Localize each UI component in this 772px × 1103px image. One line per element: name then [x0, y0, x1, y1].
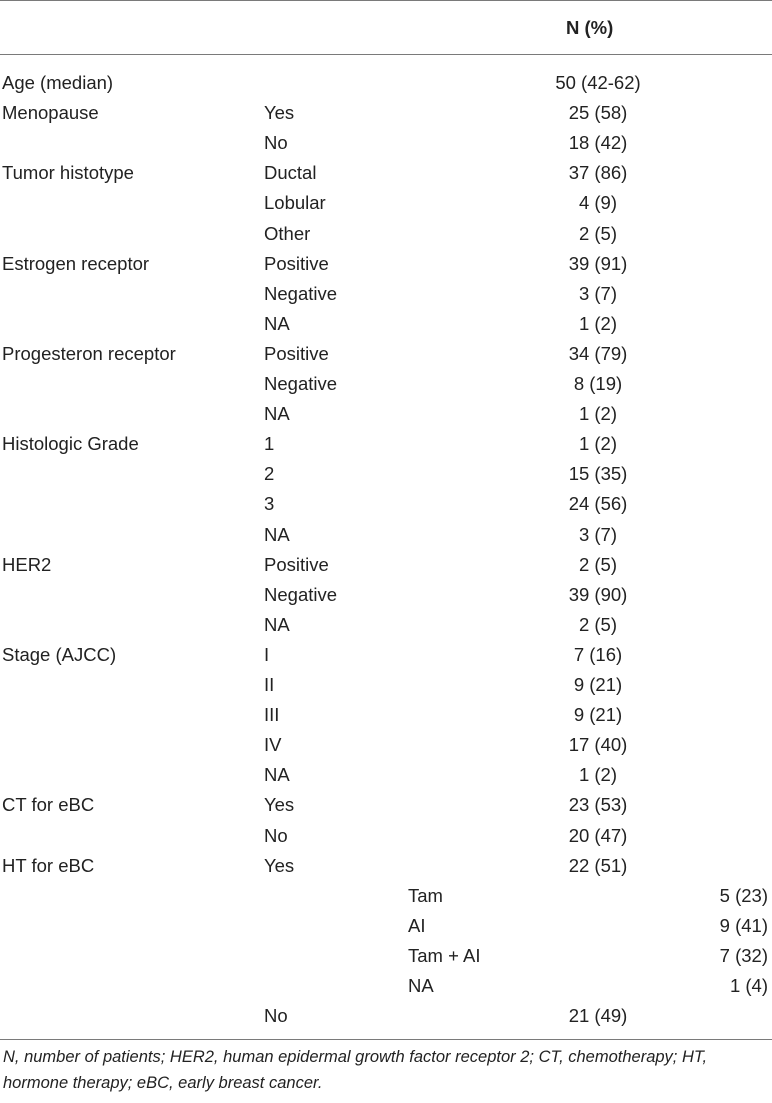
row-label: Age (median) — [2, 72, 114, 93]
row-value: 25 (58) — [568, 102, 628, 124]
row-category: 3 — [264, 493, 275, 515]
row-value: 17 (40) — [568, 734, 628, 756]
row-value: 2 (5) — [578, 222, 618, 244]
row-category: 2 — [264, 463, 275, 485]
row-value: 4 (9) — [578, 192, 618, 214]
row-value: 22 (51) — [568, 854, 628, 876]
row-value: 39 (90) — [568, 583, 628, 605]
row-value: 3 (7) — [578, 282, 618, 304]
row-category: NA — [264, 523, 290, 545]
row-category: NA — [264, 403, 290, 425]
row-subcategory: AI — [408, 914, 426, 936]
row-label: HER2 — [2, 553, 52, 575]
row-subcategory: Tam — [408, 884, 443, 906]
row-label: Progesteron receptor — [2, 342, 176, 364]
table-bottom-rule — [0, 1039, 772, 1040]
row-category: Positive — [264, 553, 329, 575]
row-value: 34 (79) — [568, 342, 628, 364]
row-category: Lobular — [264, 192, 326, 214]
row-category: Other — [264, 222, 311, 244]
header-rule — [0, 54, 772, 55]
table-top-rule — [0, 0, 772, 1]
row-value: 1 (2) — [578, 433, 618, 455]
row-value: 37 (86) — [568, 162, 628, 184]
row-value: 21 (49) — [568, 1005, 628, 1027]
row-value: 50 (42-62) — [555, 72, 641, 93]
row-category: Ductal — [264, 162, 317, 184]
row-label: Histologic Grade — [2, 433, 139, 455]
row-value: 9 (21) — [573, 674, 623, 695]
row-label: HT for eBC — [2, 854, 95, 876]
row-label: Tumor histotype — [2, 162, 134, 184]
row-category: I — [264, 643, 270, 665]
row-category: IV — [264, 734, 282, 756]
row-category: NA — [264, 764, 290, 786]
row-value: 1 (2) — [578, 403, 618, 425]
row-value: 1 (2) — [578, 764, 618, 786]
row-value: 2 (5) — [578, 613, 618, 635]
row-subvalue: 1 (4) — [729, 975, 768, 996]
row-label: Estrogen receptor — [2, 252, 150, 274]
row-category: Negative — [264, 583, 338, 605]
row-value: 23 (53) — [568, 794, 628, 816]
row-category: NA — [264, 613, 290, 635]
row-value: 9 (21) — [573, 704, 623, 726]
row-value: 3 (7) — [578, 523, 618, 545]
row-label: Stage (AJCC) — [2, 643, 117, 665]
row-category: Negative — [264, 373, 338, 394]
row-value: 2 (5) — [578, 553, 618, 575]
row-category: 1 — [264, 433, 275, 455]
row-label: CT for eBC — [2, 794, 95, 816]
row-value: 1 (2) — [578, 312, 618, 334]
row-category: Negative — [264, 282, 338, 304]
column-header-n-percent: N (%) — [566, 17, 614, 38]
row-subcategory: NA — [408, 975, 434, 996]
row-category: Yes — [264, 102, 295, 124]
row-category: NA — [264, 312, 290, 334]
row-value: 8 (19) — [573, 373, 623, 394]
row-label: Menopause — [2, 102, 99, 124]
row-subvalue: 7 (32) — [719, 944, 768, 966]
row-category: III — [264, 704, 280, 726]
table-footnote: N, number of patients; HER2, human epidermal growth factor receptor 2; CT, chemotherapy; HT, hormone therapy; eBC, early breast cancer. — [3, 1048, 708, 1092]
row-value: 7 (16) — [573, 643, 623, 665]
row-category: Yes — [264, 794, 295, 816]
row-value: 15 (35) — [568, 463, 628, 485]
row-subcategory: Tam + AI — [408, 944, 481, 966]
row-category: No — [264, 132, 288, 154]
row-value: 24 (56) — [568, 493, 628, 515]
row-value: 18 (42) — [568, 132, 628, 154]
row-category: Positive — [264, 342, 329, 364]
row-category: II — [264, 674, 275, 695]
row-category: Yes — [264, 854, 295, 876]
row-subvalue: 9 (41) — [719, 914, 768, 936]
row-subvalue: 5 (23) — [719, 884, 768, 906]
row-value: 20 (47) — [568, 824, 628, 846]
row-category: No — [264, 1005, 288, 1027]
row-category: Positive — [264, 252, 329, 274]
row-value: 39 (91) — [568, 252, 628, 274]
row-category: No — [264, 824, 288, 846]
